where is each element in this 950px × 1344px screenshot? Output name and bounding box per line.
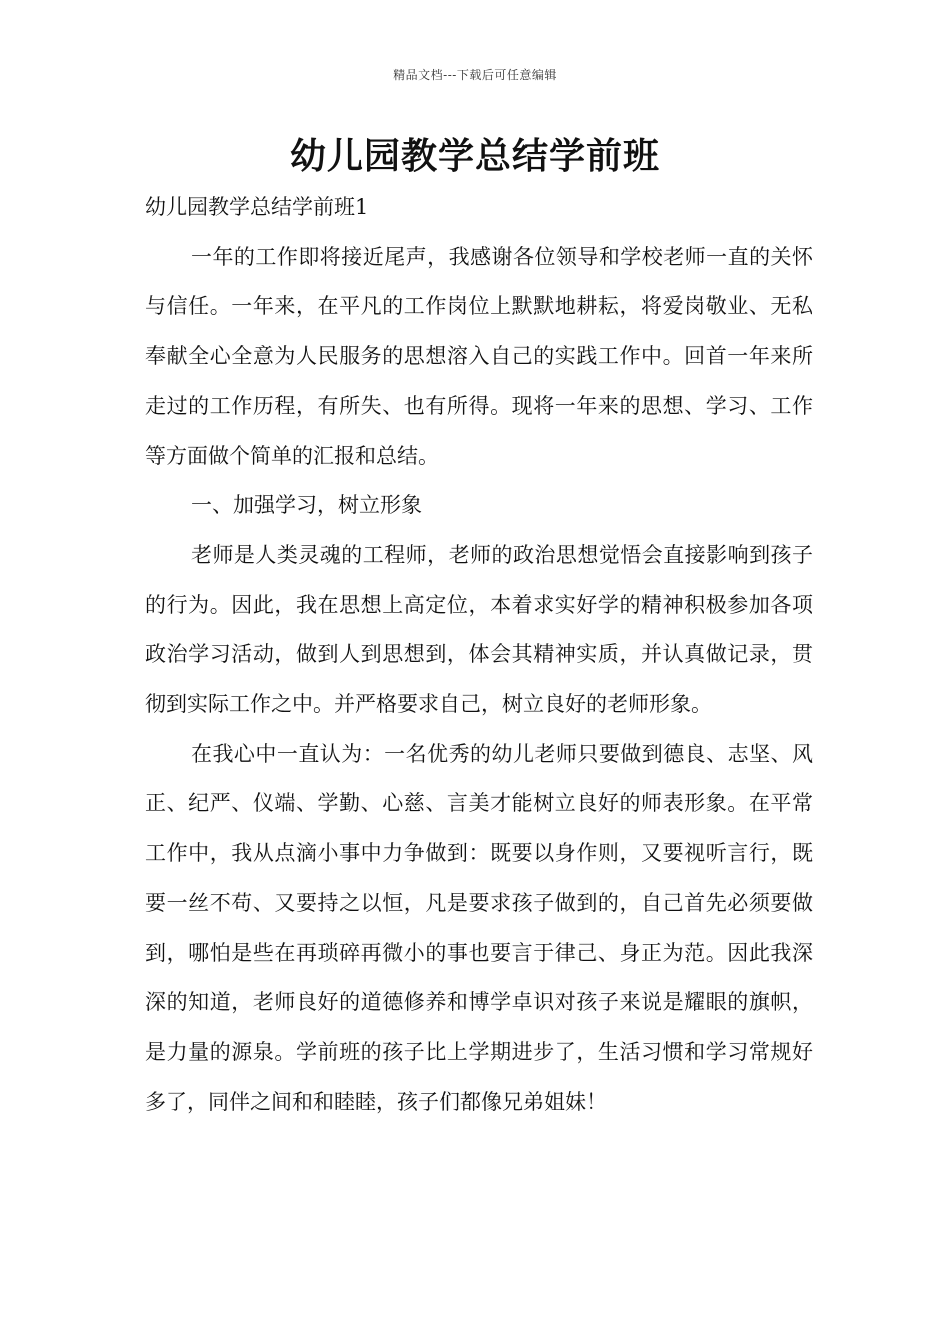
section-subtitle: 幼儿园教学总结学前班1	[145, 195, 369, 219]
header-note: 精品文档---下载后可任意编辑	[393, 68, 557, 82]
paragraph: 老师是人类灵魂的工程师，老师的政治思想觉悟会直接影响到孩子的行为。因此，我在思想上高定位，本着求实好学的精神积极参加各项政治学习活动，做到人到思想到，体会其精神实质，并认真做记录，贯彻到实际工作之中。并严格要求自己，树立良好的老师形象。	[145, 542, 813, 717]
document-title: 幼儿园教学总结学前班	[289, 136, 660, 177]
paragraph: 一年的工作即将接近尾声，我感谢各位领导和学校老师一直的关怀与信任。一年来，在平凡的工作岗位上默默地耕耘，将爱岗敬业、无私奉献全心全意为人民服务的思想溶入自己的实践工作中。回首一年来所走过的工作历程，有所失、也有所得。现将一年来的思想、学习、工作等方面做个简单的汇报和总结。	[145, 244, 813, 468]
section-heading: 一、加强学习，树立形象	[191, 493, 422, 518]
paragraph: 在我心中一直认为：一名优秀的幼儿老师只要做到德良、志坚、风正、纪严、仪端、学勤、心慈、言美才能树立良好的师表形象。在平常工作中，我从点滴小事中力争做到：既要以身作则，又要视听言行，既要一丝不苟、又要持之以恒，凡是要求孩子做到的，自己首先必须要做到，哪怕是些在再琐碎再微小的事也要言于律己、身正为范。因此我深深的知道，老师良好的道德修养和博学卓识对孩子来说是耀眼的旗帜，是力量的源泉。学前班的孩子比上学期进步了，生活习惯和学习常规好多了，同伴之间和和睦睦，孩子们都像兄弟姐妹！	[145, 741, 813, 1114]
document-body	[145, 183, 813, 1127]
